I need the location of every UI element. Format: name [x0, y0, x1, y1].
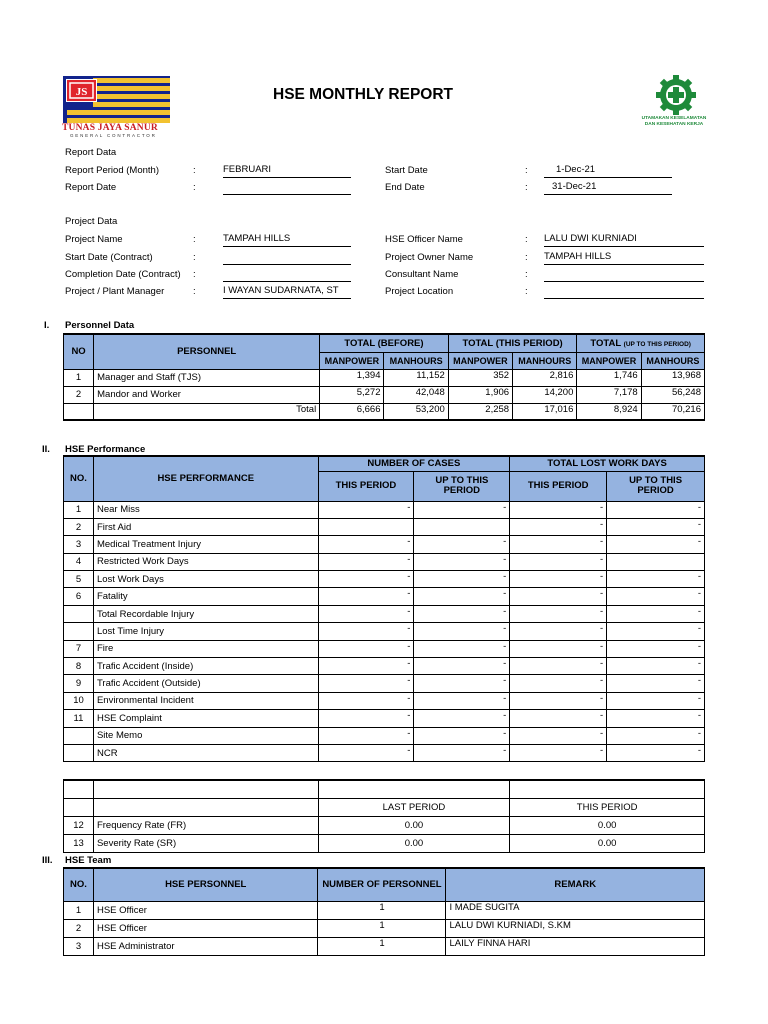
cell: 0.00	[510, 834, 705, 852]
cell: -	[510, 518, 607, 535]
sub-up-to-period	[414, 471, 510, 501]
cell: -	[318, 501, 414, 518]
row-no	[64, 744, 94, 761]
colon: :	[525, 182, 528, 193]
k3-slogan-line2: DAN KESEHATAN KERJA	[644, 122, 704, 127]
manager-value: I WAYAN SUDARNATA, ST	[223, 285, 339, 296]
cell: -	[607, 501, 705, 518]
col-number-of-cases: NUMBER OF CASES	[318, 456, 510, 471]
sub-this-period: THIS PERIOD	[510, 471, 607, 501]
table-row	[64, 692, 705, 709]
project-name-field	[223, 233, 351, 247]
row-no: 3	[64, 937, 94, 955]
table-row	[64, 553, 705, 570]
row-no: 3	[64, 536, 94, 553]
cell: -	[318, 553, 414, 570]
table-row	[64, 834, 705, 852]
col-this-period: THIS PERIOD	[510, 798, 705, 816]
report-period-label: Report Period (Month)	[65, 165, 159, 176]
row-label: Medical Treatment Injury	[93, 536, 318, 553]
row-label: Total Recordable Injury	[93, 605, 318, 622]
location-field	[544, 285, 704, 299]
cell: -	[414, 727, 510, 744]
colon: :	[193, 252, 196, 263]
table-row	[64, 536, 705, 553]
table-row	[64, 919, 705, 937]
colon: :	[193, 286, 196, 297]
table-row	[64, 369, 705, 386]
row-label: HSE Complaint	[93, 710, 318, 727]
cell: 352	[448, 369, 512, 386]
table-row	[64, 744, 705, 761]
sub-manpower: MANPOWER	[320, 352, 384, 369]
row-remark: LALU DWI KURNIADI, S.KM	[446, 919, 705, 937]
sub-up-to-b: PERIOD	[443, 485, 481, 496]
company-subtitle: GENERAL CONTRACTOR	[70, 133, 157, 138]
cell: 0.00	[318, 834, 510, 852]
table-row	[64, 571, 705, 588]
col-total-before: TOTAL (BEFORE)	[320, 334, 449, 352]
table-row	[64, 501, 705, 518]
row-label: Fatality	[93, 588, 318, 605]
col-last-period: LAST PERIOD	[318, 798, 510, 816]
colon: :	[525, 269, 528, 280]
cell: -	[318, 744, 414, 761]
cell: 1,394	[320, 369, 384, 386]
cell: 56,248	[641, 386, 704, 403]
section-title-team: HSE Team	[65, 855, 112, 866]
cell: -	[318, 692, 414, 709]
row-no	[64, 623, 94, 640]
cell: -	[607, 623, 705, 640]
rates-table	[63, 779, 705, 853]
team-table	[63, 867, 705, 956]
row-remark: LAILY FINNA HARI	[446, 937, 705, 955]
sub-manhours: MANHOURS	[641, 352, 704, 369]
row-label: NCR	[93, 744, 318, 761]
cell: 1,746	[577, 369, 641, 386]
cell: 5,272	[320, 386, 384, 403]
cell: -	[318, 536, 414, 553]
sub-manpower: MANPOWER	[577, 352, 641, 369]
col-lost-work-days: TOTAL LOST WORK DAYS	[510, 456, 705, 471]
section-number: II.	[42, 444, 50, 455]
end-date-field	[544, 181, 672, 195]
row-no: 12	[64, 816, 94, 834]
cell: -	[510, 588, 607, 605]
row-label: Severity Rate (SR)	[93, 834, 318, 852]
page-title: HSE MONTHLY REPORT	[273, 86, 453, 103]
cell: -	[414, 675, 510, 692]
start-date-label: Start Date	[385, 165, 428, 176]
table-row	[64, 937, 705, 955]
row-label: Fire	[93, 640, 318, 657]
row-no: 2	[64, 518, 94, 535]
row-no	[64, 727, 94, 744]
row-no: 11	[64, 710, 94, 727]
section-number: I.	[44, 320, 50, 331]
cell: 7,178	[577, 386, 641, 403]
cell: -	[318, 727, 414, 744]
colon: :	[193, 165, 196, 176]
row-no: 9	[64, 675, 94, 692]
row-no: 10	[64, 692, 94, 709]
completion-date-field	[223, 268, 351, 282]
row-label: Frequency Rate (FR)	[93, 816, 318, 834]
row-no: 1	[64, 369, 94, 386]
cell: -	[510, 692, 607, 709]
cell: 14,200	[513, 386, 577, 403]
contract-start-field	[223, 251, 351, 265]
cell	[414, 518, 510, 535]
row-count: 1	[318, 937, 446, 955]
cell: -	[414, 536, 510, 553]
table-row	[64, 518, 705, 535]
cell: -	[414, 588, 510, 605]
end-date-value: 31-Dec-21	[552, 181, 597, 192]
k3-slogan-line1: UTAMAKAN KESELAMATAN	[641, 116, 707, 121]
cell: -	[318, 571, 414, 588]
row-no: 5	[64, 571, 94, 588]
k3-slogan	[628, 116, 720, 128]
total-cell: 8,924	[577, 403, 641, 420]
cell: -	[607, 658, 705, 675]
row-no: 4	[64, 553, 94, 570]
start-date-value: 1-Dec-21	[556, 164, 596, 175]
row-no: 6	[64, 588, 94, 605]
total-row	[64, 403, 705, 420]
row-count: 1	[318, 919, 446, 937]
cell: -	[318, 605, 414, 622]
cell: -	[607, 571, 705, 588]
project-data-heading: Project Data	[65, 216, 118, 227]
table-row	[64, 588, 705, 605]
cell: -	[510, 710, 607, 727]
cell: -	[510, 744, 607, 761]
cell: -	[414, 571, 510, 588]
consultant-field	[544, 268, 704, 282]
total-cell: 70,216	[641, 403, 704, 420]
company-logo	[63, 76, 170, 123]
cell: 0.00	[318, 816, 510, 834]
report-date-field	[223, 181, 351, 195]
logo-mark-text: JS	[75, 86, 88, 98]
sub-manhours: MANHOURS	[384, 352, 448, 369]
row-count: 1	[318, 901, 446, 919]
row-no: 8	[64, 658, 94, 675]
cell: -	[607, 727, 705, 744]
cell: -	[414, 501, 510, 518]
table-row	[64, 675, 705, 692]
colon: :	[193, 269, 196, 280]
consultant-label: Consultant Name	[385, 269, 459, 280]
table-row	[64, 623, 705, 640]
cell: -	[510, 501, 607, 518]
cell: -	[510, 658, 607, 675]
hse-officer-label: HSE Officer Name	[385, 234, 463, 245]
sub-up-to-a: UP TO THIS	[629, 475, 683, 486]
total-cell: 53,200	[384, 403, 448, 420]
cell: -	[607, 536, 705, 553]
col-total-this-period: TOTAL (THIS PERIOD)	[448, 334, 577, 352]
cell: 42,048	[384, 386, 448, 403]
cell: -	[318, 640, 414, 657]
start-date-field	[544, 164, 672, 178]
cell: -	[510, 605, 607, 622]
col-total-up-to	[577, 334, 705, 352]
sub-up-to-period	[607, 471, 705, 501]
row-label: Mandor and Worker	[94, 386, 320, 403]
cell: -	[414, 605, 510, 622]
row-remark: I MADE SUGITA	[446, 901, 705, 919]
cell: 0.00	[510, 816, 705, 834]
hse-officer-value: LALU DWI KURNIADI	[544, 233, 637, 244]
row-no: 1	[64, 501, 94, 518]
row-label: Trafic Accident (Inside)	[93, 658, 318, 675]
colon: :	[525, 286, 528, 297]
row-no: 2	[64, 919, 94, 937]
report-date-label: Report Date	[65, 182, 117, 193]
project-owner-label: Project Owner Name	[385, 252, 474, 263]
cell: -	[607, 588, 705, 605]
row-role: HSE Officer	[93, 901, 318, 919]
cell: -	[607, 710, 705, 727]
cell: -	[414, 744, 510, 761]
table-row	[64, 816, 705, 834]
table-row	[64, 605, 705, 622]
table-row	[64, 710, 705, 727]
report-data-heading: Report Data	[65, 147, 117, 158]
col-hse-personnel: HSE PERSONNEL	[93, 868, 318, 901]
cell: -	[607, 640, 705, 657]
section-title-performance: HSE Performance	[65, 444, 146, 455]
col-no: NO	[64, 334, 94, 369]
personnel-table	[63, 333, 705, 421]
cell: 13,968	[641, 369, 704, 386]
project-name-label: Project Name	[65, 234, 123, 245]
end-date-label: End Date	[385, 182, 425, 193]
logo-mark	[66, 79, 97, 102]
colon: :	[525, 234, 528, 245]
cell: 11,152	[384, 369, 448, 386]
row-label: Manager and Staff (TJS)	[94, 369, 320, 386]
row-label: First Aid	[93, 518, 318, 535]
cell: -	[318, 658, 414, 675]
cell: -	[510, 623, 607, 640]
row-no: 2	[64, 386, 94, 403]
row-label: Lost Work Days	[93, 571, 318, 588]
cell: -	[607, 744, 705, 761]
manager-label: Project / Plant Manager	[65, 286, 165, 297]
cell: -	[510, 727, 607, 744]
colon: :	[193, 234, 196, 245]
cell: -	[414, 692, 510, 709]
cell: -	[318, 623, 414, 640]
section-title-personnel: Personnel Data	[65, 320, 135, 331]
col-number-of-personnel: NUMBER OF PERSONNEL	[318, 868, 446, 901]
report-period-value: FEBRUARI	[223, 164, 272, 175]
hse-officer-field	[544, 233, 704, 247]
col-personnel: PERSONNEL	[94, 334, 320, 369]
performance-table	[63, 455, 705, 762]
row-label: Environmental Incident	[93, 692, 318, 709]
cell: -	[318, 675, 414, 692]
cell: 1,906	[448, 386, 512, 403]
sub-manpower: MANPOWER	[448, 352, 512, 369]
cell: -	[318, 588, 414, 605]
col-no: NO.	[64, 868, 94, 901]
k3-gear-cross-icon	[652, 73, 700, 121]
col-remark: REMARK	[446, 868, 705, 901]
row-no	[64, 605, 94, 622]
sub-this-period: THIS PERIOD	[318, 471, 414, 501]
cell	[607, 553, 705, 570]
cell: -	[414, 553, 510, 570]
row-label: Near Miss	[93, 501, 318, 518]
total-cell: 2,258	[448, 403, 512, 420]
location-label: Project Location	[385, 286, 454, 297]
total-label: Total	[94, 403, 320, 420]
cell	[318, 518, 414, 535]
manager-field	[223, 285, 351, 299]
sub-up-to-b: PERIOD	[637, 485, 674, 496]
row-no: 13	[64, 834, 94, 852]
cell: -	[510, 675, 607, 692]
cell: -	[510, 640, 607, 657]
row-no: 7	[64, 640, 94, 657]
cell: -	[510, 571, 607, 588]
table-row	[64, 727, 705, 744]
cell: -	[510, 536, 607, 553]
cell: -	[607, 675, 705, 692]
total-cell: 6,666	[320, 403, 384, 420]
cell: -	[414, 640, 510, 657]
cell: 2,816	[513, 369, 577, 386]
project-owner-value: TAMPAH HILLS	[544, 251, 612, 262]
contract-start-label: Start Date (Contract)	[65, 252, 153, 263]
table-row	[64, 901, 705, 919]
table-row	[64, 386, 705, 403]
company-name: TUNAS JAYA SANUR	[62, 123, 158, 133]
cell: -	[414, 658, 510, 675]
row-role: HSE Officer	[93, 919, 318, 937]
total-cell: 17,016	[513, 403, 577, 420]
row-role: HSE Administrator	[93, 937, 318, 955]
colon: :	[525, 252, 528, 263]
sub-manhours: MANHOURS	[513, 352, 577, 369]
col-hse-performance: HSE PERFORMANCE	[93, 456, 318, 501]
row-label: Site Memo	[93, 727, 318, 744]
cell: -	[414, 623, 510, 640]
col-total-up-to-b: (UP TO THIS PERIOD)	[623, 340, 691, 348]
colon: :	[525, 165, 528, 176]
cell: -	[607, 605, 705, 622]
cell: -	[510, 553, 607, 570]
row-label: Lost Time Injury	[93, 623, 318, 640]
sub-up-to-a: UP TO THIS	[435, 475, 489, 486]
row-label: Restricted Work Days	[93, 553, 318, 570]
project-owner-field	[544, 251, 704, 265]
cell: -	[414, 710, 510, 727]
row-no: 1	[64, 901, 94, 919]
table-row	[64, 658, 705, 675]
report-period-field	[223, 164, 351, 178]
section-number: III.	[42, 855, 53, 866]
completion-date-label: Completion Date (Contract)	[65, 269, 181, 280]
col-total-up-to-a: TOTAL	[590, 337, 622, 349]
cell: -	[607, 692, 705, 709]
cell: -	[607, 518, 705, 535]
project-name-value: TAMPAH HILLS	[223, 233, 291, 244]
col-no: NO.	[64, 456, 94, 501]
colon: :	[193, 182, 196, 193]
table-row	[64, 640, 705, 657]
row-label: Trafic Accident (Outside)	[93, 675, 318, 692]
cell: -	[318, 710, 414, 727]
